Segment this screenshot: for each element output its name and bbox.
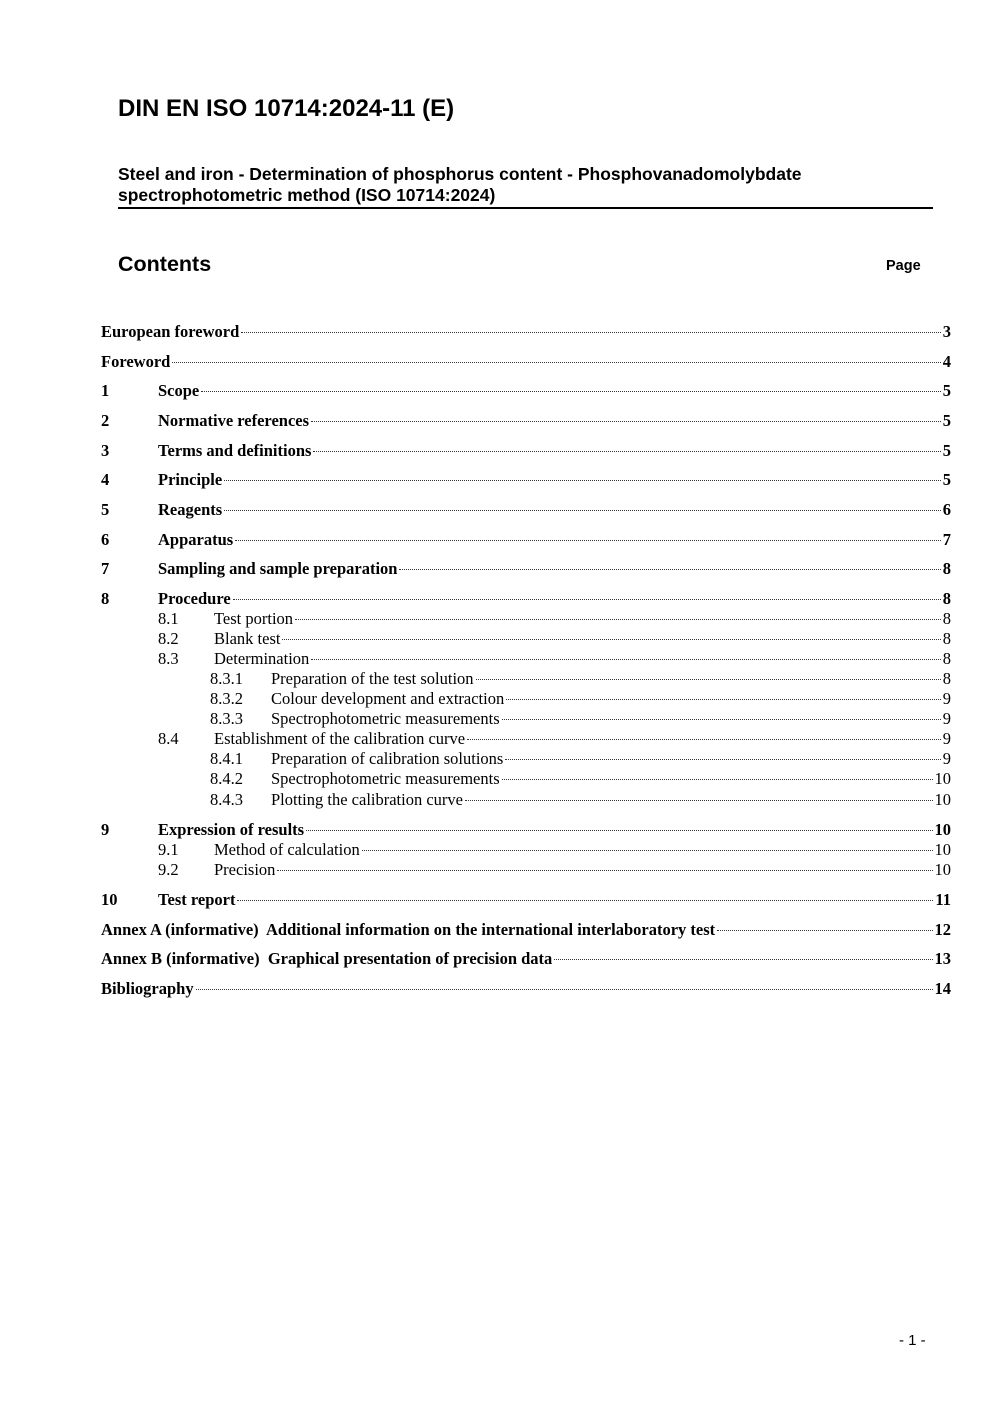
- toc-entry-page: 8: [942, 629, 951, 648]
- toc-entry-label: Reagents: [158, 500, 223, 519]
- toc-entry-label: Test portion: [214, 609, 294, 628]
- toc-entry-annex-b[interactable]: [101, 948, 951, 970]
- toc-entry-label: Foreword: [101, 352, 171, 371]
- document-title: DIN EN ISO 10714:2024-11 (E): [118, 95, 455, 122]
- toc-entry-2[interactable]: [101, 410, 951, 432]
- toc-entry-9-2[interactable]: [158, 860, 951, 880]
- toc-entry-3[interactable]: [101, 440, 951, 462]
- toc-entry-1[interactable]: [101, 380, 951, 402]
- dot-leader: [467, 739, 941, 740]
- toc-entry-label: Terms and definitions: [158, 441, 312, 460]
- dot-leader: [196, 989, 933, 990]
- toc-entry-page: 10: [934, 790, 951, 809]
- toc-entry-label: Normative references: [158, 411, 310, 430]
- toc-entry-number: 9.1: [158, 840, 179, 859]
- toc-entry-label: Preparation of the test solution: [271, 669, 474, 688]
- toc-entry-9-1[interactable]: [158, 840, 951, 860]
- toc-entry-page: 13: [934, 949, 951, 968]
- toc-entry-label: Scope: [158, 381, 200, 400]
- toc-entry-8-3-1[interactable]: [210, 669, 951, 689]
- dot-leader: [237, 900, 933, 901]
- dot-leader: [241, 332, 940, 333]
- toc-entry-label: Precision: [214, 860, 276, 879]
- page-number: - 1 -: [899, 1332, 926, 1349]
- dot-leader: [313, 451, 940, 452]
- dot-leader: [224, 480, 941, 481]
- toc-entry-number: 8.1: [158, 609, 179, 628]
- toc-entry-label: Expression of results: [158, 820, 305, 839]
- dot-leader: [311, 421, 941, 422]
- toc-entry-page: 5: [942, 381, 951, 400]
- toc-entry-page: 11: [935, 890, 951, 909]
- toc-entry-number: 8.4.1: [210, 749, 243, 768]
- toc-entry-page: 10: [934, 769, 951, 788]
- toc-entry-number: 9.2: [158, 860, 179, 879]
- dot-leader: [201, 391, 941, 392]
- toc-entry-number: 6: [101, 530, 110, 549]
- toc-entry-label: Plotting the calibration curve: [271, 790, 463, 809]
- toc-entry-4[interactable]: [101, 469, 951, 491]
- dot-leader: [277, 870, 932, 871]
- toc-entry-number: 8.3.3: [210, 709, 243, 728]
- toc-entry-page: 10: [934, 840, 951, 859]
- toc-entry-number: 8.3.1: [210, 669, 243, 688]
- toc-entry-page: 9: [942, 709, 951, 728]
- dot-leader: [506, 699, 941, 700]
- dot-leader: [235, 540, 941, 541]
- toc-entry-page: 8: [942, 609, 951, 628]
- dot-leader: [362, 850, 933, 851]
- toc-entry-label: European foreword: [101, 322, 240, 341]
- toc-entry-8-1[interactable]: [158, 609, 951, 629]
- toc-entry-page: 8: [942, 669, 951, 688]
- dot-leader: [717, 930, 932, 931]
- toc-entry-label: Preparation of calibration solutions: [271, 749, 504, 768]
- toc-entry-number: 8.2: [158, 629, 179, 648]
- dot-leader: [476, 679, 941, 680]
- toc-entry-number: 8.3.2: [210, 689, 243, 708]
- dot-leader: [295, 619, 941, 620]
- toc-entry-page: 5: [942, 470, 951, 489]
- toc-entry-5[interactable]: [101, 499, 951, 521]
- toc-entry-number: 8: [101, 589, 110, 608]
- toc-entry-page: 9: [942, 689, 951, 708]
- toc-entry-label: Establishment of the calibration curve: [214, 729, 466, 748]
- toc-entry-number: 2: [101, 411, 110, 430]
- toc-entry-label: Sampling and sample preparation: [158, 559, 398, 578]
- dot-leader: [172, 362, 940, 363]
- toc-entry-page: 8: [942, 649, 951, 668]
- document-subtitle: Steel and iron - Determination of phosphorus content - Phosphovanadomolybdate spectrophotometric method (ISO 10714:2024): [118, 164, 933, 209]
- dot-leader: [502, 779, 933, 780]
- dot-leader: [554, 959, 932, 960]
- toc-entry-page: 5: [942, 411, 951, 430]
- toc-entry-number: 8.3: [158, 649, 179, 668]
- toc-entry-page: 9: [942, 729, 951, 748]
- toc-entry-page: 5: [942, 441, 951, 460]
- toc-entry-number: 10: [101, 890, 118, 909]
- toc-entry-number: 8.4: [158, 729, 179, 748]
- toc-entry-page: 8: [942, 559, 951, 578]
- toc-entry-label: Principle: [158, 470, 223, 489]
- toc-entry-8-4-2[interactable]: [210, 769, 951, 789]
- toc-entry-7[interactable]: [101, 558, 951, 580]
- toc-entry-label: Apparatus: [158, 530, 234, 549]
- toc-entry-8-4-1[interactable]: [210, 749, 951, 769]
- toc-entry-label: Procedure: [158, 589, 231, 608]
- toc-entry-number: 4: [101, 470, 110, 489]
- dot-leader: [399, 569, 940, 570]
- toc-entry-page: 9: [942, 749, 951, 768]
- dot-leader: [465, 800, 933, 801]
- page-column-heading: Page: [886, 258, 921, 274]
- toc-entry-number: 8.4.3: [210, 790, 243, 809]
- toc-entry-page: 12: [934, 920, 951, 939]
- toc-entry-8-3-3[interactable]: [210, 709, 951, 729]
- toc-entry-page: 3: [942, 322, 951, 341]
- toc-entry-page: 10: [934, 860, 951, 879]
- toc-entry-number: 8.4.2: [210, 769, 243, 788]
- toc-entry-european-foreword[interactable]: [101, 321, 951, 343]
- toc-entry-page: 8: [942, 589, 951, 608]
- toc-entry-bibliography[interactable]: [101, 978, 951, 1000]
- toc-entry-8-3[interactable]: [158, 649, 951, 669]
- toc-entry-label: Spectrophotometric measurements: [271, 769, 500, 788]
- toc-entry-label: Annex B (informative) Graphical presentation of precision data: [101, 949, 553, 968]
- toc-entry-8-4-3[interactable]: [210, 790, 951, 810]
- toc-entry-page: 4: [942, 352, 951, 371]
- toc-entry-number: 9: [101, 820, 110, 839]
- toc-entry-8-3-2[interactable]: [210, 689, 951, 709]
- toc-entry-label: Spectrophotometric measurements: [271, 709, 500, 728]
- toc-entry-6[interactable]: [101, 529, 951, 551]
- toc-entry-number: 1: [101, 381, 110, 400]
- toc-entry-label: Determination: [214, 649, 310, 668]
- toc-entry-page: 6: [942, 500, 951, 519]
- contents-heading: Contents: [118, 252, 212, 276]
- toc-entry-label: Test report: [158, 890, 236, 909]
- toc-entry-label: Blank test: [214, 629, 281, 648]
- dot-leader: [311, 659, 940, 660]
- dot-leader: [502, 719, 941, 720]
- toc-entry-page: 7: [942, 530, 951, 549]
- toc-entry-label: Colour development and extraction: [271, 689, 505, 708]
- toc-entry-page: 14: [934, 979, 951, 998]
- dot-leader: [224, 510, 941, 511]
- toc-entry-9[interactable]: [101, 819, 951, 841]
- toc-entry-label: Method of calculation: [214, 840, 360, 859]
- toc-entry-label: Bibliography: [101, 979, 194, 998]
- toc-entry-page: 10: [934, 820, 951, 839]
- toc-entry-8-4[interactable]: [158, 729, 951, 749]
- dot-leader: [505, 759, 940, 760]
- toc-entry-10[interactable]: [101, 889, 951, 911]
- toc-entry-foreword[interactable]: [101, 351, 951, 373]
- dot-leader: [282, 639, 940, 640]
- dot-leader: [306, 830, 932, 831]
- toc-entry-annex-a[interactable]: [101, 919, 951, 941]
- toc-entry-number: 5: [101, 500, 110, 519]
- toc-entry-8-2[interactable]: [158, 629, 951, 649]
- toc-entry-label: Annex A (informative) Additional information on the international interlaboratory test: [101, 920, 716, 939]
- toc-entry-8[interactable]: [101, 588, 951, 610]
- toc-entry-number: 3: [101, 441, 110, 460]
- toc-entry-number: 7: [101, 559, 110, 578]
- dot-leader: [233, 599, 941, 600]
